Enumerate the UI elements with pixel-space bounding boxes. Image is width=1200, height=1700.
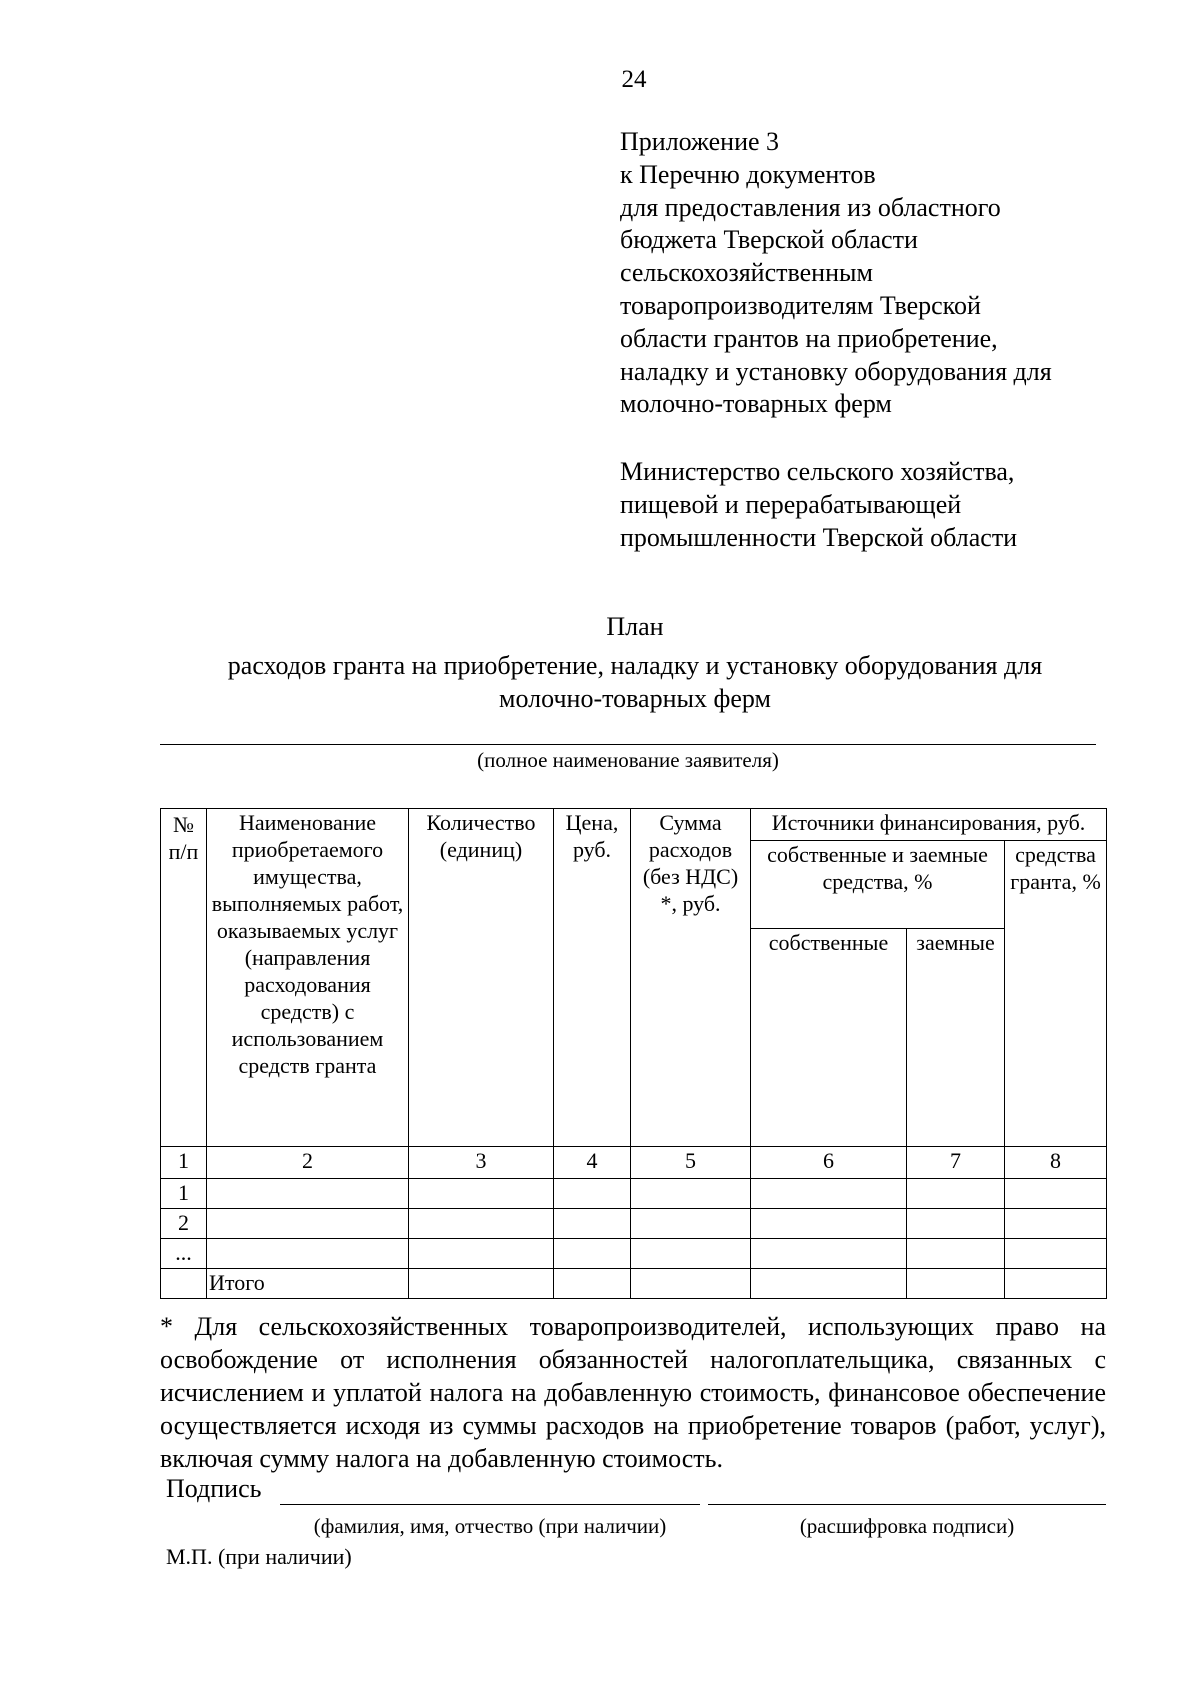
header-name: Наименование приобретаемого имущества, выполняемых работ, оказываемых услуг (направления расходования средств) с использованием средств гранта bbox=[207, 809, 409, 1147]
row-grant-cell[interactable] bbox=[1005, 1179, 1107, 1209]
appendix-line: сельскохозяйственным bbox=[620, 258, 873, 288]
applicant-name-line[interactable] bbox=[160, 744, 1096, 745]
appendix-line: области грантов на приобретение, bbox=[620, 323, 998, 353]
footnote: * Для сельскохозяйственных товаропроизводителей, использующих право на освобождение от исполнения обязанностей налогоплательщика, связанных с исчислением и уплатой налога на добавленную стоимость, финансовое обеспечение осуществляется исходя из суммы расходов на приобретение товаров (работ, услуг), включая сумму налога на добавленную стоимость. bbox=[160, 1312, 1106, 1473]
row-grant-cell[interactable] bbox=[1005, 1209, 1107, 1239]
header-num: № п/п bbox=[161, 809, 207, 1147]
header-grant: средства гранта, % bbox=[1005, 841, 1107, 1147]
row-own-cell[interactable] bbox=[751, 1179, 907, 1209]
row-num: 1 bbox=[161, 1179, 207, 1209]
column-number: 2 bbox=[207, 1147, 409, 1179]
column-number: 5 bbox=[631, 1147, 751, 1179]
appendix-line: молочно-товарных ферм bbox=[620, 389, 892, 419]
row-grant-cell[interactable] bbox=[1005, 1239, 1107, 1269]
total-label: Итого bbox=[207, 1269, 409, 1299]
appendix-line: бюджета Тверской области bbox=[620, 225, 918, 255]
column-number: 8 bbox=[1005, 1147, 1107, 1179]
table-row bbox=[161, 1179, 1107, 1209]
row-qty-cell[interactable] bbox=[409, 1269, 554, 1299]
row-name-cell[interactable] bbox=[207, 1209, 409, 1239]
row-sum-cell[interactable] bbox=[631, 1209, 751, 1239]
plan-title: План bbox=[606, 612, 664, 641]
applicant-caption: (полное наименование заявителя) bbox=[477, 748, 779, 772]
row-sum-cell[interactable] bbox=[631, 1179, 751, 1209]
row-num: ... bbox=[161, 1239, 207, 1269]
row-qty-cell[interactable] bbox=[409, 1239, 554, 1269]
row-qty-cell[interactable] bbox=[409, 1209, 554, 1239]
row-num bbox=[161, 1269, 207, 1299]
ministry-line: промышленности Тверской области bbox=[620, 522, 1018, 552]
row-sum-cell[interactable] bbox=[631, 1269, 751, 1299]
row-num: 2 bbox=[161, 1209, 207, 1239]
column-number: 6 bbox=[751, 1147, 907, 1179]
appendix-line: Приложение 3 bbox=[620, 127, 780, 156]
column-number: 1 bbox=[161, 1147, 207, 1179]
table-row bbox=[161, 1239, 1107, 1269]
column-numbers-row bbox=[161, 1147, 1107, 1179]
row-borrowed-cell[interactable] bbox=[907, 1269, 1005, 1299]
ministry-line: Министерство сельского хозяйства, bbox=[620, 457, 1015, 486]
expense-plan-table bbox=[160, 808, 1107, 1299]
appendix-line: к Перечню документов bbox=[620, 159, 876, 189]
row-price-cell[interactable] bbox=[554, 1209, 631, 1239]
appendix-line: наладку и установку оборудования для bbox=[620, 356, 1052, 386]
header-qty: Количество (единиц) bbox=[409, 809, 554, 1147]
appendix-line: для предоставления из областного bbox=[620, 192, 1001, 222]
row-grant-cell[interactable] bbox=[1005, 1269, 1107, 1299]
appendix-block bbox=[620, 126, 1180, 421]
row-price-cell[interactable] bbox=[554, 1239, 631, 1269]
row-own-cell[interactable] bbox=[751, 1209, 907, 1239]
row-own-cell[interactable] bbox=[751, 1269, 907, 1299]
plan-subtitle bbox=[170, 650, 1100, 716]
header-price: Цена, руб. bbox=[554, 809, 631, 1147]
signature-label: Подпись bbox=[166, 1474, 262, 1503]
header-borrowed: заемные bbox=[907, 929, 1005, 1147]
row-name-cell[interactable] bbox=[207, 1179, 409, 1209]
plan-subtitle-line: молочно-товарных ферм bbox=[499, 683, 771, 713]
total-row bbox=[161, 1269, 1107, 1299]
ministry-line: пищевой и перерабатывающей bbox=[620, 489, 962, 519]
signature-fio-line[interactable] bbox=[280, 1504, 700, 1505]
header-own: собственные bbox=[751, 929, 907, 1147]
page-number: 24 bbox=[621, 66, 647, 93]
appendix-line: товаропроизводителям Тверской bbox=[620, 290, 981, 320]
ministry-block bbox=[620, 456, 1180, 554]
row-name-cell[interactable] bbox=[207, 1239, 409, 1269]
header-sum: Сумма расходов (без НДС) *, руб. bbox=[631, 809, 751, 1147]
table-row bbox=[161, 1209, 1107, 1239]
column-number: 3 bbox=[409, 1147, 554, 1179]
row-own-cell[interactable] bbox=[751, 1239, 907, 1269]
header-own-and-borrowed: собственные и заемные средства, % bbox=[751, 841, 1005, 929]
row-price-cell[interactable] bbox=[554, 1179, 631, 1209]
column-number: 4 bbox=[554, 1147, 631, 1179]
signature-decoding-line[interactable] bbox=[708, 1504, 1106, 1505]
signature-fio-caption: (фамилия, имя, отчество (при наличии) bbox=[313, 1514, 667, 1538]
row-qty-cell[interactable] bbox=[409, 1179, 554, 1209]
row-borrowed-cell[interactable] bbox=[907, 1209, 1005, 1239]
stamp-label: М.П. (при наличии) bbox=[166, 1544, 352, 1569]
signature-decoding-caption: (расшифровка подписи) bbox=[799, 1514, 1015, 1538]
row-borrowed-cell[interactable] bbox=[907, 1179, 1005, 1209]
plan-subtitle-line: расходов гранта на приобретение, наладку и установку оборудования для bbox=[227, 651, 1043, 680]
row-price-cell[interactable] bbox=[554, 1269, 631, 1299]
row-borrowed-cell[interactable] bbox=[907, 1239, 1005, 1269]
header-sources: Источники финансирования, руб. bbox=[751, 809, 1107, 841]
column-number: 7 bbox=[907, 1147, 1005, 1179]
row-sum-cell[interactable] bbox=[631, 1239, 751, 1269]
